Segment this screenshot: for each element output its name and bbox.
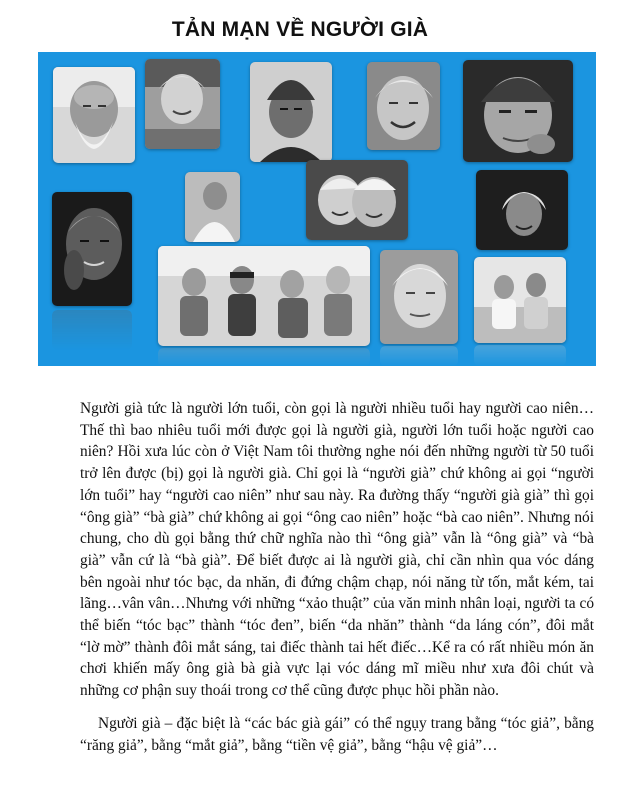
photo-elderly-man-white-beard <box>53 67 135 163</box>
photo-elderly-man-hand-on-face <box>52 192 132 306</box>
photo-elderly-woman-smiling-close <box>367 62 440 150</box>
photo-reflection <box>474 345 566 366</box>
photo-collage-banner <box>38 52 596 366</box>
photo-elderly-man-white-shirt <box>185 172 240 242</box>
page-title: TẢN MẠN VỀ NGƯỜI GIÀ <box>171 18 429 41</box>
photo-elderly-woman-smiling <box>145 59 220 149</box>
article-paragraph: Người già tức là người lớn tuổi, còn gọi là người nhiều tuổi hay người cao niên… Thế thì bao nhiêu tuổi mới được gọi là người già, người lớn tuổi hoặc người cao niên? Hồi xưa lúc còn ở Việt Nam tôi thường nghe nói đến những người từ 50 tuổi trở lên được (bị) gọi là người già. Chỉ gọi là “người già” chứ không ai gọi “người lớn tuổi” hay “người cao niên” như sau này. Ra đường thấy “người già già” thì gọi “ông già” “bà già” chứ không ai gọi “ông cao niên” hoặc “bà cao niên”. Nhưng nói chung, cho dù gọi bằng thứ chữ nghĩa nào thì “ông già” vẫn là “ông già” và “bà già” vẫn cứ là “bà già”. Để biết được ai là người già, chỉ cần nhìn qua vóc dáng bên ngoài như tóc bạc, da nhăn, đi đứng chậm chạp, nói năng từ tốn, mắt kém, tai lãng…vân vân…Nhưng với những “xảo thuật” của văn minh nhân loại, người ta có thể biến “tóc bạc” thành “tóc đen”, biến “da nhăn” thành “da láng cón”, đôi mắt “lờ mờ” thành đôi mắt sáng, tai điếc thành tai hết điếc…Kể ra có rất nhiều món ăn chơi khiến mấy ông già bà già vực lại vóc dáng mĩ miều như xưa đôi chút và những cơ phận suy thoái trong cơ thể cũng được phục hồi phần nào. <box>80 400 595 700</box>
photo-reflection <box>52 310 132 350</box>
photo-two-elderly-women-hugging <box>306 160 408 240</box>
photo-reflection <box>158 348 370 366</box>
article-paragraph: Người già – đặc biệt là “các bác già gái” có thể ngụy trang bằng “tóc giả”, bằng “răng giả”, bằng “mắt giả”, bằng “tiền vệ giả”, bằng “hậu vệ giả”… <box>80 714 594 754</box>
photo-group-of-elderly-women-laughing <box>158 246 370 346</box>
photo-reflection <box>380 346 458 366</box>
photo-elderly-man-wool-hat <box>250 62 332 162</box>
photo-elderly-man-knit-cap <box>463 60 573 162</box>
article-body <box>80 398 594 767</box>
photo-elderly-woman-wrinkled-face <box>380 250 458 344</box>
photo-elderly-woman-headscarf <box>476 170 568 250</box>
photo-elderly-couple-sitting <box>474 257 566 343</box>
